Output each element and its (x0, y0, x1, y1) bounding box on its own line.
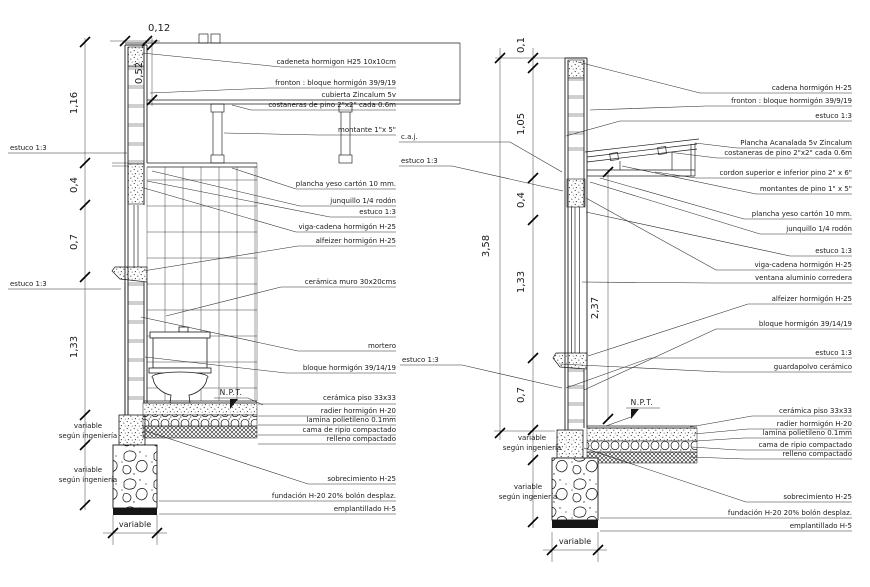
npt-label: N.P.T. (630, 398, 654, 407)
dim-0-7: 0,7 (69, 234, 80, 250)
left-floor-layers (143, 401, 257, 438)
callout-plancha-acanalada: Plancha Acanalada 5v Zincalum (740, 139, 852, 147)
dim-0-7: 0,7 (516, 387, 527, 403)
foundation-stones (552, 458, 598, 520)
dim-bottom-variable: variable (558, 537, 592, 546)
estuco-note-b: estuco 1:3 (10, 280, 47, 288)
callout-ceramica-muro: cerámica muro 30x20cms (304, 278, 396, 286)
left-window-frame (134, 205, 138, 267)
dim-bottom-variable: variable (118, 520, 152, 529)
foundation-stones (113, 445, 157, 508)
radier-layer (587, 428, 697, 441)
guardapolvo-sill (553, 353, 587, 369)
callout-cama-ripio: cama de ripio compactado (758, 441, 852, 449)
callout-cama-ripio: cama de ripio compactado (302, 426, 396, 434)
viga-cadena-block (128, 164, 144, 204)
toilet (149, 327, 211, 403)
dim-0-1: 0,1 (516, 37, 527, 53)
callout-mortero: mortero (367, 342, 396, 350)
callout-cubierta: cubierta Zincalum 5v (321, 91, 396, 99)
callout-sobrecimiento: sobrecimiento H-25 (783, 493, 852, 501)
dim-1-05: 1,05 (516, 112, 527, 136)
callout-alfeizer: alfeizer hormigón H-25 (771, 295, 852, 303)
viga-cadena-block-right (567, 179, 585, 207)
dim-segun-2: según ingeniería (58, 476, 118, 484)
callout-lamina: lamina polietileno 0.1mm (306, 416, 396, 424)
callout-viga-cadena: viga-cadena hormigón H-25 (298, 223, 396, 231)
dim-1-33: 1,33 (516, 270, 527, 294)
callout-fronton: fronton : bloque hormigón 39/9/19 (275, 79, 396, 87)
callout-emplantillado: emplantillado H-5 (333, 505, 396, 513)
dim-0-52: 0,52 (134, 61, 145, 85)
alfeizer-sill (112, 267, 147, 282)
callout-estuco-top: estuco 1:3 (815, 112, 852, 120)
callout-cadena: cadena hormigón H-25 (771, 84, 852, 92)
dim-segun-1: según ingeniería (58, 432, 118, 440)
callout-emplantillado: emplantillado H-5 (789, 522, 852, 530)
dim-segun-2: según ingeniería (498, 493, 558, 501)
callout-costaneras: costaneras de pino 2"x2" cada 0.6m (268, 101, 396, 109)
callout-plancha-yeso: plancha yeso cartón 10 mm. (295, 180, 396, 188)
dim-variable-2: variable (513, 483, 543, 491)
dim-1-33: 1,33 (69, 335, 80, 359)
callout-montantes: montantes de pino 1" x 5" (759, 185, 852, 193)
callout-alfeizer: alfeizer hormigón H-25 (315, 237, 396, 245)
mid-callouts (141, 53, 563, 514)
dim-0-4: 0,4 (69, 177, 80, 193)
callout-lamina: lamina polietileno 0.1mm (762, 429, 852, 437)
callout-sobrecimiento: sobrecimiento H-25 (327, 475, 396, 483)
dim-1-16: 1,16 (69, 91, 80, 115)
right-section (481, 37, 699, 562)
callout-radier: radier hormigón H-20 (320, 407, 396, 415)
left-estuco-notes (8, 144, 127, 289)
callout-bloque: bloque hormigón 39/14/19 (758, 320, 852, 328)
callout-relleno: relleno compactado (326, 435, 396, 443)
callout-plancha-yeso: plancha yeso cartón 10 mm. (751, 210, 852, 218)
ripio-layer (587, 441, 697, 452)
callout-junquillo: junquillo 1/4 rodón (786, 225, 852, 233)
right-floor-layers (587, 426, 697, 463)
callout-estuco-upper: estuco 1:3 (815, 247, 852, 255)
dim-2-37: 2,37 (590, 296, 601, 320)
callout-ceramica-piso: cerámica piso 33x33 (779, 407, 852, 415)
dim-variable-2: variable (73, 466, 103, 474)
dim-0-12: 0,12 (148, 23, 171, 34)
callout-estuco-mid: estuco 1:3 (359, 208, 396, 216)
callout-cordon: cordon superior e inferior pino 2" x 6" (719, 169, 852, 177)
ripio-layer (143, 415, 257, 426)
window-frame-right (572, 207, 580, 353)
right-wall (553, 58, 587, 430)
emplantillado-strip (113, 508, 157, 515)
npt-label: N.P.T. (219, 388, 243, 397)
callout-estuco-right: estuco 1:3 (402, 356, 439, 364)
dim-variable-1: variable (517, 434, 547, 442)
dim-segun-1: según ingeniería (502, 444, 562, 452)
callout-fundacion: fundación H-20 20% bolón desplaz. (271, 492, 396, 500)
callout-bloque: bloque hormigón 39/14/19 (302, 364, 396, 372)
costanera-square (199, 34, 208, 43)
callout-ceramica-piso: cerámica piso 33x33 (323, 394, 396, 402)
callout-costaneras: costaneras de pino 2"x2" cada 0.6m (724, 149, 852, 157)
callout-ventana: ventana aluminio corredera (754, 274, 852, 282)
callout-viga-cadena: viga-cadena hormigón H-25 (754, 261, 852, 269)
dim-0-4: 0,4 (516, 192, 527, 208)
callout-relleno: relleno compactado (782, 450, 852, 458)
estuco-note-a: estuco 1:3 (10, 144, 47, 152)
dim-3-58: 3,58 (481, 234, 492, 258)
left-wall (112, 45, 147, 415)
dim-variable-1: variable (73, 422, 103, 430)
callout-radier: radier hormigón H-20 (776, 420, 852, 428)
callout-cadeneta: cadeneta hormigon H25 10x10cm (276, 58, 396, 66)
costanera-square (211, 34, 220, 43)
callout-caj: c.a.j. (401, 133, 418, 141)
relleno-layer (587, 452, 697, 463)
sobrecimiento-block (119, 415, 145, 445)
callout-montante: montante 1"x 5" (338, 126, 396, 134)
radier-layer (143, 403, 257, 415)
right-npt-marker (606, 398, 660, 426)
emplantillado-strip (552, 520, 598, 528)
callout-junquillo: junquillo 1/4 rodón (330, 197, 396, 205)
callout-guardapolvo: guardapolvo cerámico (773, 363, 852, 371)
callout-estuco-top: estuco 1:3 (401, 157, 438, 165)
callout-fundacion: fundación H-20 20% bolón desplaz. (727, 509, 852, 517)
relleno-layer (143, 426, 257, 438)
callout-fronton: fronton : bloque hormigón 39/9/19 (731, 97, 852, 105)
callout-estuco-lower: estuco 1:3 (815, 349, 852, 357)
